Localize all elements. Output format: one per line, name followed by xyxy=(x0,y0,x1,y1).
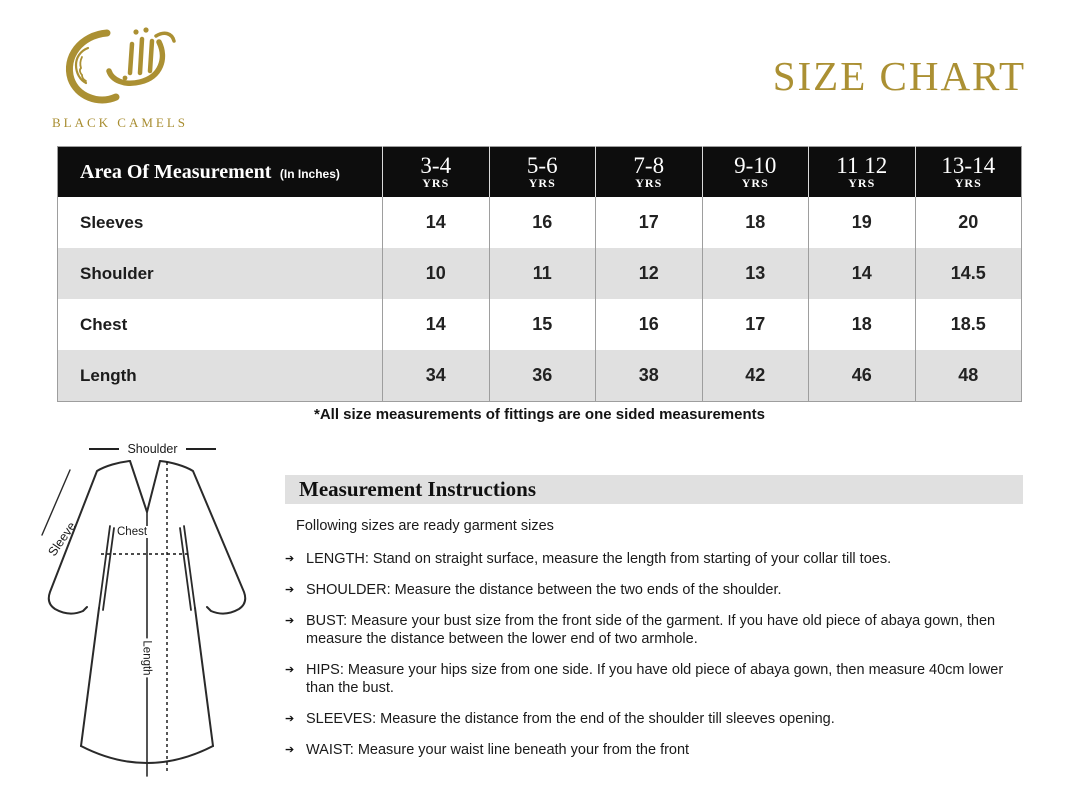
instruction-body: Measure your waist line beneath your from the front xyxy=(353,742,690,758)
size-range: 9-10 xyxy=(734,153,777,178)
right-arrow-icon: ➔ xyxy=(285,553,295,565)
cell-value: 10 xyxy=(383,248,490,299)
cell-value: 17 xyxy=(596,197,703,248)
cell-value: 34 xyxy=(383,350,490,402)
chest-label: Chest xyxy=(117,526,148,538)
instruction-text xyxy=(306,612,1023,648)
size-col-header xyxy=(915,147,1022,198)
instruction-term: LENGTH: xyxy=(306,551,369,567)
instructions-list xyxy=(285,550,1023,759)
instruction-term: HIPS: xyxy=(306,662,344,678)
size-unit: YRS xyxy=(635,176,663,190)
brand-logo xyxy=(52,24,188,131)
cell-value: 16 xyxy=(596,299,703,350)
instruction-text xyxy=(306,550,891,568)
row-label: Chest xyxy=(58,299,383,350)
area-header-unit-label: (In Inches) xyxy=(279,166,340,181)
length-label: Length xyxy=(140,640,153,676)
label-dash xyxy=(186,448,216,450)
cell-value: 14 xyxy=(383,299,490,350)
label-dash xyxy=(89,448,119,450)
table-row-length xyxy=(58,350,1022,402)
list-item xyxy=(285,661,1023,697)
instruction-text xyxy=(306,661,1023,697)
right-arrow-icon: ➔ xyxy=(285,744,295,756)
instructions-title: Measurement Instructions xyxy=(299,477,537,501)
table-row-shoulder xyxy=(58,248,1022,299)
list-item xyxy=(285,710,1023,728)
size-col-header xyxy=(596,147,703,198)
instruction-text xyxy=(306,741,689,759)
size-table-header-row xyxy=(58,147,1022,198)
size-col-header xyxy=(489,147,596,198)
area-of-measurement-header xyxy=(58,147,383,198)
instruction-body: Measure the distance from the end of the shoulder till sleeves opening. xyxy=(376,711,835,727)
cell-value: 12 xyxy=(596,248,703,299)
size-col-header xyxy=(702,147,809,198)
right-arrow-icon: ➔ xyxy=(285,664,295,676)
instruction-term: BUST: xyxy=(306,613,348,629)
list-item xyxy=(285,581,1023,599)
cell-value: 42 xyxy=(702,350,809,402)
cell-value: 18.5 xyxy=(915,299,1022,350)
sleeve-label: Sleeve xyxy=(45,519,79,559)
right-arrow-icon: ➔ xyxy=(285,584,295,596)
size-table xyxy=(57,146,1022,402)
size-range: 11 12 xyxy=(836,153,888,178)
garment-diagram xyxy=(35,440,270,792)
size-unit: YRS xyxy=(528,176,556,190)
list-item xyxy=(285,741,1023,759)
cell-value: 18 xyxy=(809,299,916,350)
cell-value: 15 xyxy=(489,299,596,350)
instruction-term: SHOULDER: xyxy=(306,582,391,598)
size-col-header xyxy=(383,147,490,198)
measurement-note: *All size measurements of fittings are one sided measurements xyxy=(314,406,765,423)
row-label: Length xyxy=(58,350,383,402)
cell-value: 38 xyxy=(596,350,703,402)
instruction-body: Stand on straight surface, measure the length from starting of your collar till toes. xyxy=(368,551,892,567)
cell-value: 20 xyxy=(915,197,1022,248)
instructions-title-bar xyxy=(285,475,1023,504)
row-label: Sleeves xyxy=(58,197,383,248)
size-unit: YRS xyxy=(741,176,769,190)
instruction-term: SLEEVES: xyxy=(306,711,377,727)
cell-value: 46 xyxy=(809,350,916,402)
instruction-text xyxy=(306,581,782,599)
brand-name: BLACK CAMELS xyxy=(52,115,189,130)
shoulder-label-text: Shoulder xyxy=(127,442,178,456)
size-range: 7-8 xyxy=(633,153,665,178)
instruction-body: Measure your bust size from the front side of the garment. If you have old piece of abaya gown, then measure the distance between the lower end of two armhole. xyxy=(306,613,996,647)
cell-value: 36 xyxy=(489,350,596,402)
table-row-chest xyxy=(58,299,1022,350)
instruction-text xyxy=(306,710,835,728)
instruction-body: Measure the distance between the two ends of the shoulder. xyxy=(390,582,782,598)
instructions-intro: Following sizes are ready garment sizes xyxy=(296,518,554,534)
list-item xyxy=(285,612,1023,648)
cell-value: 17 xyxy=(702,299,809,350)
list-item xyxy=(285,550,1023,568)
instruction-body: Measure your hips size from one side. If you have old piece of abaya gown, then measure 40cm lower than the bust. xyxy=(306,662,1004,696)
size-col-header xyxy=(809,147,916,198)
cell-value: 16 xyxy=(489,197,596,248)
page-title: SIZE CHART xyxy=(772,53,1026,99)
table-row-sleeves xyxy=(58,197,1022,248)
calligraphy-logo-icon xyxy=(55,24,185,112)
size-unit: YRS xyxy=(848,176,876,190)
instruction-term: WAIST: xyxy=(306,742,354,758)
cell-value: 14.5 xyxy=(915,248,1022,299)
cell-value: 14 xyxy=(383,197,490,248)
cell-value: 14 xyxy=(809,248,916,299)
row-label: Shoulder xyxy=(58,248,383,299)
right-arrow-icon: ➔ xyxy=(285,713,295,725)
abaya-outline-icon xyxy=(35,458,270,790)
size-unit: YRS xyxy=(422,176,450,190)
cell-value: 48 xyxy=(915,350,1022,402)
shoulder-label xyxy=(35,442,270,456)
cell-value: 13 xyxy=(702,248,809,299)
right-arrow-icon: ➔ xyxy=(285,615,295,627)
size-range: 13-14 xyxy=(941,153,996,178)
area-header-label: Area Of Measurement xyxy=(80,160,272,183)
measurement-instructions-section xyxy=(285,475,1023,772)
cell-value: 11 xyxy=(489,248,596,299)
cell-value: 18 xyxy=(702,197,809,248)
size-range: 3-4 xyxy=(420,153,452,178)
size-range: 5-6 xyxy=(526,153,558,178)
size-unit: YRS xyxy=(954,176,982,190)
cell-value: 19 xyxy=(809,197,916,248)
